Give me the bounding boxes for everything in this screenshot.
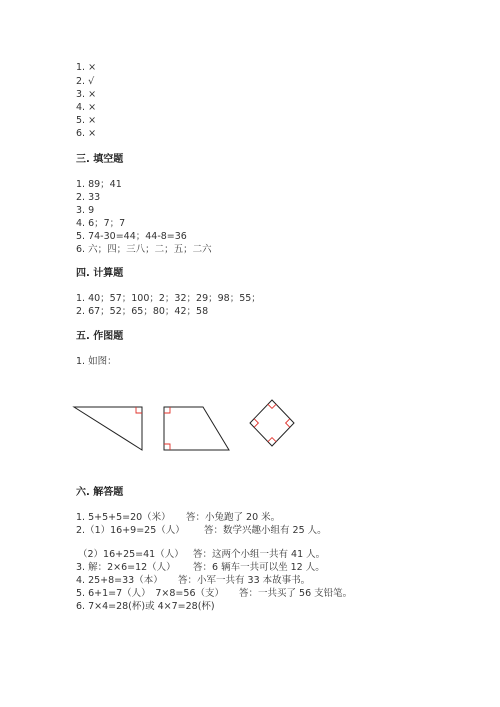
solve-calc-4: 3. 解：2×6=12（人） (76, 562, 176, 573)
draw-answer-1: 1. 如图： (76, 356, 117, 367)
judge-answer-4: 4. × (76, 102, 97, 113)
solve-calc-5: 4. 25+8=33（本） (76, 575, 163, 586)
judge-answer-5: 5. × (76, 115, 97, 126)
solve-answer-1: 答：小兔跑了 20 米。 (186, 512, 281, 523)
judge-answer-2: 2. √ (76, 76, 95, 87)
right-trapezoid-figure (164, 407, 229, 450)
solve-calc-3: （2）16+25=41（人） (78, 549, 184, 560)
right-angle-mark (286, 419, 290, 427)
fill-answer-4: 4. 6；7；7 (76, 218, 126, 229)
judge-answer-1: 1. × (76, 62, 97, 73)
calc-answer-1: 1. 40；57；100；2；32；29；98；55； (76, 293, 261, 304)
right-triangle-figure (74, 407, 142, 450)
fill-answer-2: 2. 33 (76, 192, 101, 203)
fill-answer-6: 6. 六；四；三八；二；五；二六 (76, 244, 212, 255)
fill-answer-3: 3. 9 (76, 205, 95, 216)
solve-calc-2: 2.（1）16+9=25（人） (76, 525, 185, 536)
solve-answer-3: 答：这两个小组一共有 41 人。 (193, 549, 326, 560)
fill-answer-1: 1. 89；41 (76, 179, 122, 190)
right-angle-mark (268, 404, 276, 408)
right-angle-mark (136, 407, 142, 413)
solve-answer-5: 答：小军一共有 33 本故事书。 (178, 575, 311, 586)
right-angle-mark (254, 419, 258, 427)
section-title-solve: 六. 解答题 (76, 487, 124, 498)
judge-answer-6: 6. × (76, 128, 97, 139)
right-angle-mark (164, 407, 170, 413)
judge-answer-3: 3. × (76, 89, 97, 100)
solve-answer-6: 答：一共买了 56 支铅笔。 (239, 588, 353, 599)
section-title-draw: 五. 作图题 (76, 331, 124, 342)
solve-answer-2: 答：数学兴趣小组有 25 人。 (204, 525, 327, 536)
solve-calc-1: 1. 5+5+5=20（米） (76, 512, 171, 523)
section-title-calc: 四. 计算题 (76, 268, 124, 279)
solve-answer-4: 答：6 辆车一共可以坐 12 人。 (193, 562, 325, 573)
solve-calc-6: 5. 6+1=7（人） 7×8=56（支） (76, 588, 224, 599)
calc-answer-2: 2. 67；52；65；80；42；58 (76, 306, 209, 317)
fill-answer-5: 5. 74-30=44；44-8=36 (76, 231, 187, 242)
right-angle-mark (164, 444, 170, 450)
solve-calc-7: 6. 7×4=28(杯)或 4×7=28(杯) (76, 601, 215, 612)
right-angle-mark (268, 438, 276, 442)
rotated-square-figure (250, 400, 294, 446)
section-title-fill: 三. 填空题 (76, 154, 124, 165)
drawing-figures (70, 396, 310, 458)
